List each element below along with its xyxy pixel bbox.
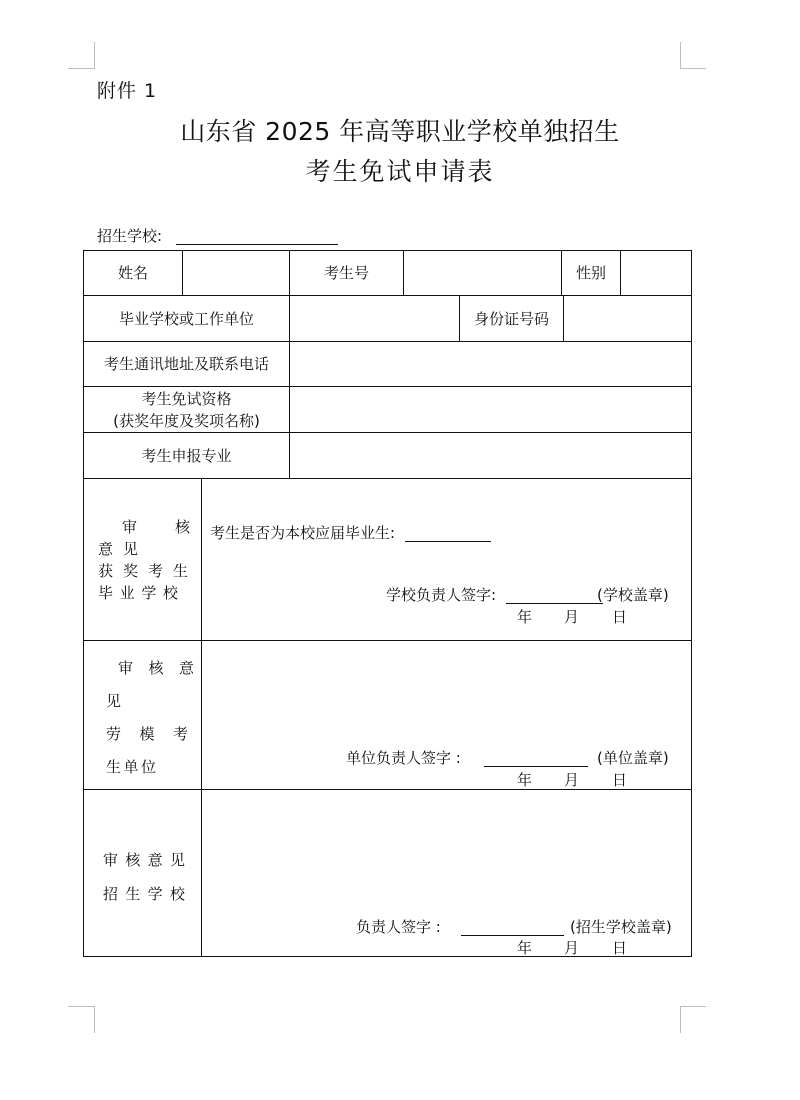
review2-month: 月 — [564, 771, 580, 789]
table-border-right — [691, 250, 692, 957]
school-label: 招生学校: — [97, 227, 163, 245]
crop-mark-tr-h — [680, 68, 706, 69]
review1-label — [98, 516, 190, 604]
school-input[interactable] — [176, 244, 338, 245]
review3-year: 年 — [517, 939, 533, 957]
review1-stamp: (学校盖章) — [597, 586, 669, 604]
name-label: 姓名 — [117, 264, 148, 282]
id-number-label: 身份证号码 — [473, 309, 549, 328]
review1-sign-label: 学校负责人签字: — [386, 586, 497, 604]
review3-month: 月 — [564, 939, 580, 957]
qualification-label — [84, 387, 289, 432]
graduate-answer-input[interactable] — [405, 541, 491, 542]
review2-year: 年 — [517, 771, 533, 789]
review1-label-line: 获 奖 考 生 — [98, 562, 188, 580]
review1-label-line: 毕 业 学 校 — [98, 584, 178, 602]
exam-number-label: 考生号 — [323, 264, 369, 282]
crop-mark-br-h — [680, 1006, 706, 1007]
review1-month: 月 — [564, 608, 580, 626]
review3-label-line: 审 核 意 见 — [103, 851, 185, 869]
review3-label-line: 招 生 学 校 — [103, 885, 185, 903]
review2-sign-label: 单位负责人签字 : — [346, 749, 461, 767]
address-phone-label: 考生通讯地址及联系电话 — [103, 355, 269, 373]
review1-signature-input[interactable] — [506, 603, 603, 604]
row-divider — [83, 789, 692, 790]
review2-label — [106, 652, 194, 784]
review1-label-line: 审 核 — [122, 518, 190, 536]
page-title: 山东省 2025 年高等职业学校单独招生 — [180, 117, 620, 146]
gender-label: 性别 — [575, 264, 606, 282]
review2-stamp: (单位盖章) — [597, 749, 669, 767]
review2-label-line: 审 核 意 — [118, 659, 194, 677]
major-field[interactable] — [290, 433, 691, 478]
graduate-question: 考生是否为本校应届毕业生: — [210, 524, 396, 542]
crop-mark-bl-h — [68, 1006, 94, 1007]
crop-mark-tr-v — [680, 42, 681, 69]
qualification-field[interactable] — [290, 387, 691, 432]
review3-signature-input[interactable] — [461, 935, 564, 936]
crop-mark-bl-v — [94, 1006, 95, 1033]
review1-day: 日 — [612, 608, 628, 626]
school-or-work-label: 毕业学校或工作单位 — [118, 309, 254, 328]
id-number-field[interactable] — [564, 296, 691, 341]
name-field[interactable] — [183, 251, 289, 295]
address-phone-field[interactable] — [290, 342, 691, 386]
review2-label-line: 劳 模 考 — [106, 725, 188, 743]
school-or-work-field[interactable] — [290, 296, 459, 341]
review2-signature-input[interactable] — [484, 766, 588, 767]
review1-label-line: 意 见 — [98, 540, 138, 558]
row-divider — [83, 478, 692, 479]
col-divider — [201, 478, 202, 957]
row-divider — [83, 640, 692, 641]
review2-label-line: 见 — [106, 692, 122, 710]
review2-day: 日 — [612, 771, 628, 789]
qualification-label-line1: 考生免试资格 — [141, 389, 232, 408]
gender-field[interactable] — [621, 251, 691, 295]
review2-label-line: 生 单 位 — [106, 758, 156, 776]
crop-mark-br-v — [680, 1006, 681, 1033]
crop-mark-tl-h — [68, 68, 94, 69]
exam-number-field[interactable] — [404, 251, 561, 295]
crop-mark-tl-v — [94, 42, 95, 69]
review3-sign-label: 负责人签字 : — [356, 918, 441, 936]
table-border-bottom — [83, 956, 692, 957]
review3-day: 日 — [612, 939, 628, 957]
review3-label — [103, 843, 185, 911]
qualification-label-line2: (获奖年度及奖项名称) — [113, 411, 260, 430]
page-subtitle: 考生免试申请表 — [305, 157, 495, 186]
review3-stamp: (招生学校盖章) — [570, 918, 672, 936]
major-label: 考生申报专业 — [141, 446, 232, 465]
attachment-label: 附件 1 — [97, 80, 158, 102]
review1-year: 年 — [517, 608, 533, 626]
